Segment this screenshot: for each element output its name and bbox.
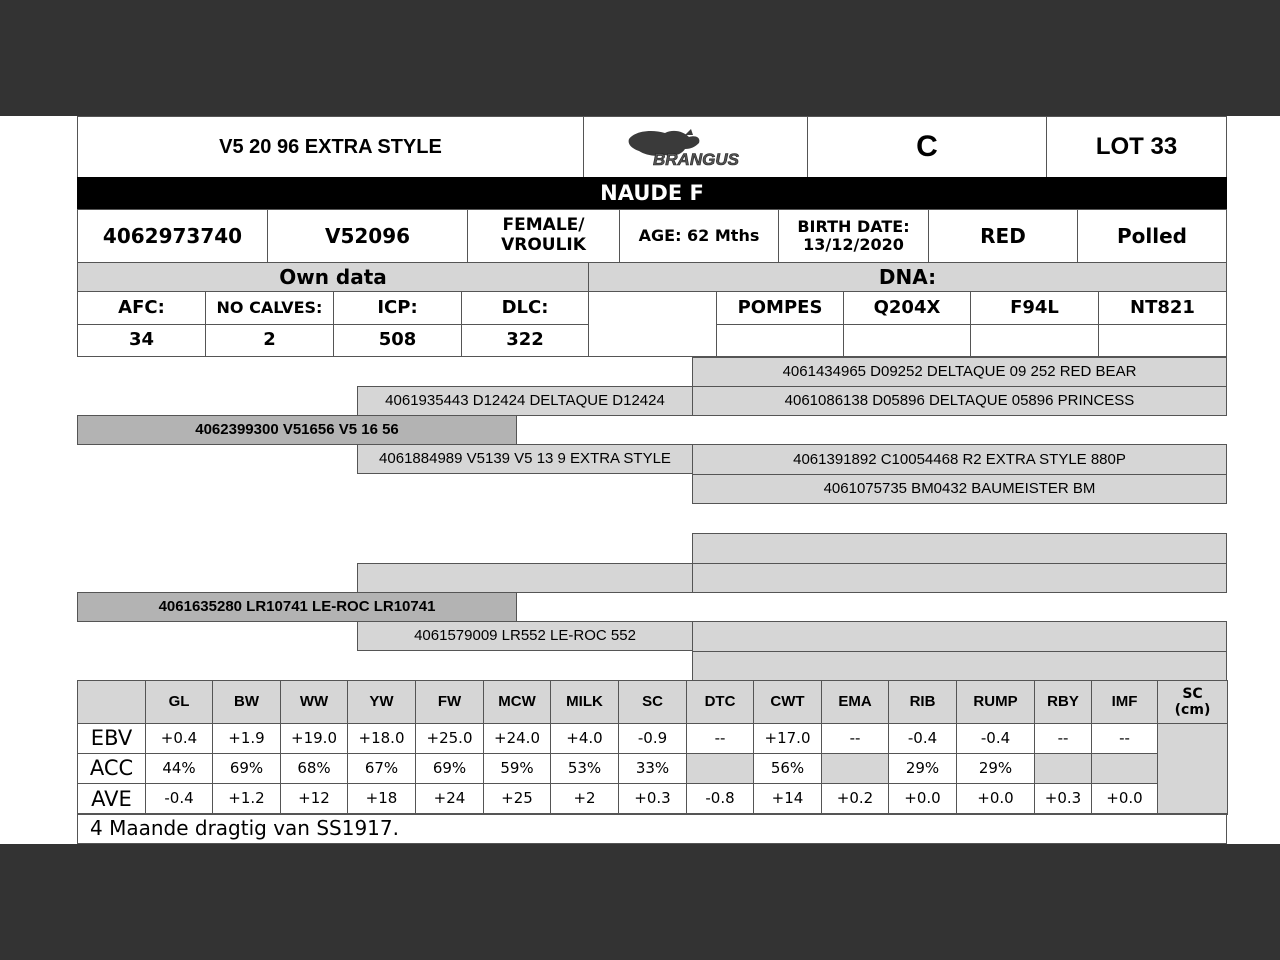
pedigree-sire-dam-sire: 4061391892 C10054468 R2 EXTRA STYLE 880P	[692, 444, 1227, 475]
ebv-cell: 69%	[212, 753, 281, 784]
ebv-cell: +0.0	[956, 783, 1035, 815]
animal-age: AGE: 62 Mths	[619, 209, 779, 263]
ebv-header-bw: BW	[212, 680, 281, 724]
ebv-header-mcw: MCW	[483, 680, 551, 724]
ebv-cell	[1091, 753, 1158, 784]
pedigree-dam-dam: 4061579009 LR552 LE-ROC 552	[357, 621, 693, 651]
ebv-cell: +0.3	[1034, 783, 1092, 815]
ebv-cell: -0.9	[618, 723, 687, 754]
ebv-cell: 67%	[347, 753, 416, 784]
ebv-header-milk: MILK	[550, 680, 619, 724]
pedigree-sire-sire-dam: 4061086138 D05896 DELTAQUE 05896 PRINCESS	[692, 386, 1227, 416]
ebv-cell: -0.4	[145, 783, 213, 815]
own-data-value: 508	[333, 324, 462, 357]
birth-date-value: 13/12/2020	[803, 235, 904, 254]
birth-date	[778, 209, 929, 263]
ebv-header-dtc: DTC	[686, 680, 754, 724]
ebv-cell: 29%	[888, 753, 957, 784]
ebv-cell: 68%	[280, 753, 348, 784]
ebv-header-cwt: CWT	[753, 680, 822, 724]
ebv-cell: +1.9	[212, 723, 281, 754]
ebv-cell: +17.0	[753, 723, 822, 754]
dna-value	[1098, 324, 1227, 357]
ebv-cell: +4.0	[550, 723, 619, 754]
ebv-cell: +14	[753, 783, 822, 815]
ebv-cell: +25	[483, 783, 551, 815]
ebv-header-sc-cm: SC (cm)	[1157, 680, 1228, 724]
ebv-cell: --	[1034, 723, 1092, 754]
ebv-header-ww: WW	[280, 680, 348, 724]
ebv-header-corner	[77, 680, 146, 724]
ebv-cell: --	[1091, 723, 1158, 754]
ebv-cell	[821, 753, 889, 784]
ebv-cell: 59%	[483, 753, 551, 784]
ebv-cell: +24	[415, 783, 484, 815]
dna-value	[716, 324, 844, 357]
animal-name: V5 20 96 EXTRA STYLE	[77, 116, 584, 178]
ebv-header-rump: RUMP	[956, 680, 1035, 724]
birth-date-label: BIRTH DATE:	[797, 216, 910, 236]
own-data-header: AFC:	[77, 291, 206, 325]
dna-header: NT821	[1098, 291, 1227, 325]
ebv-cell	[1034, 753, 1092, 784]
ebv-header-imf: IMF	[1091, 680, 1158, 724]
pedigree-dam: 4061635280 LR10741 LE-ROC LR10741	[77, 592, 517, 622]
dna-title: DNA:	[588, 262, 1227, 292]
dna-header: POMPES	[716, 291, 844, 325]
ebv-cell: +0.3	[618, 783, 687, 815]
pedigree-dam-sire	[357, 563, 693, 593]
ebv-cell: +0.2	[821, 783, 889, 815]
animal-id: 4062973740	[77, 209, 268, 263]
breed-logo	[583, 116, 808, 178]
dna-value	[970, 324, 1099, 357]
ebv-cell: +1.2	[212, 783, 281, 815]
bull-logo-icon	[621, 125, 771, 169]
own-data-header: DLC:	[461, 291, 589, 325]
ebv-cell: --	[686, 723, 754, 754]
ebv-cell: +12	[280, 783, 348, 815]
ebv-cell: +18	[347, 783, 416, 815]
pedigree-dam-dam-sire	[692, 621, 1227, 652]
ebv-header-sc: SC	[618, 680, 687, 724]
ebv-header-yw: YW	[347, 680, 416, 724]
own-data-value: 2	[205, 324, 334, 357]
ebv-cell: +18.0	[347, 723, 416, 754]
own-data-header: ICP:	[333, 291, 462, 325]
pedigree-sire-sire: 4061935443 D12424 DELTAQUE D12424	[357, 386, 693, 416]
ebv-cell: 33%	[618, 753, 687, 784]
own-data-value: 322	[461, 324, 589, 357]
ebv-cell: 56%	[753, 753, 822, 784]
logo-text: BRANGUS	[652, 150, 739, 169]
own-data-value: 34	[77, 324, 206, 357]
ebv-header-rib: RIB	[888, 680, 957, 724]
own-data-header: NO CALVES:	[205, 291, 334, 325]
pedigree-dam-sire-dam	[692, 563, 1227, 593]
ebv-header-rby: RBY	[1034, 680, 1092, 724]
pedigree-sire-dam-dam: 4061075735 BM0432 BAUMEISTER BM	[692, 474, 1227, 504]
ebv-cell: +24.0	[483, 723, 551, 754]
ebv-header-gl: GL	[145, 680, 213, 724]
ebv-cell: +25.0	[415, 723, 484, 754]
ebv-cell: +0.0	[1091, 783, 1158, 815]
ebv-row-label-acc: ACC	[77, 753, 146, 784]
horn-status: Polled	[1077, 209, 1227, 263]
ebv-sc-cm-values	[1157, 723, 1228, 815]
ebv-cell: +19.0	[280, 723, 348, 754]
ebv-cell: 69%	[415, 753, 484, 784]
lot-number: LOT 33	[1046, 116, 1227, 178]
ebv-cell: 53%	[550, 753, 619, 784]
grade: C	[807, 116, 1047, 178]
ebv-cell: 29%	[956, 753, 1035, 784]
ebv-cell: +2	[550, 783, 619, 815]
ebv-cell: -0.4	[956, 723, 1035, 754]
ebv-row-label-ave: AVE	[77, 783, 146, 815]
pedigree-sire-dam: 4061884989 V5139 V5 13 9 EXTRA STYLE	[357, 444, 693, 474]
dna-header: F94L	[970, 291, 1099, 325]
dna-header-blank	[588, 291, 717, 357]
ebv-cell: -0.4	[888, 723, 957, 754]
animal-colour: RED	[928, 209, 1078, 263]
ebv-cell: -0.8	[686, 783, 754, 815]
pedigree-dam-dam-dam	[692, 651, 1227, 681]
ebv-cell: 44%	[145, 753, 213, 784]
pedigree-dam-sire-sire	[692, 533, 1227, 564]
own-data-title: Own data	[77, 262, 589, 292]
animal-sex: FEMALE/ VROULIK	[467, 209, 620, 263]
owner-name: NAUDE F	[77, 177, 1227, 210]
dna-header: Q204X	[843, 291, 971, 325]
pedigree-sire-sire-sire: 4061434965 D09252 DELTAQUE 09 252 RED BEAR	[692, 357, 1227, 387]
remark: 4 Maande dragtig van SS1917.	[77, 813, 1227, 844]
ebv-header-ema: EMA	[821, 680, 889, 724]
ebv-cell	[686, 753, 754, 784]
ebv-header-fw: FW	[415, 680, 484, 724]
ebv-cell: +0.0	[888, 783, 957, 815]
ebv-cell: --	[821, 723, 889, 754]
pedigree-sire: 4062399300 V51656 V5 16 56	[77, 415, 517, 445]
ebv-row-label-ebv: EBV	[77, 723, 146, 754]
animal-code: V52096	[267, 209, 468, 263]
dna-value	[843, 324, 971, 357]
ebv-cell: +0.4	[145, 723, 213, 754]
